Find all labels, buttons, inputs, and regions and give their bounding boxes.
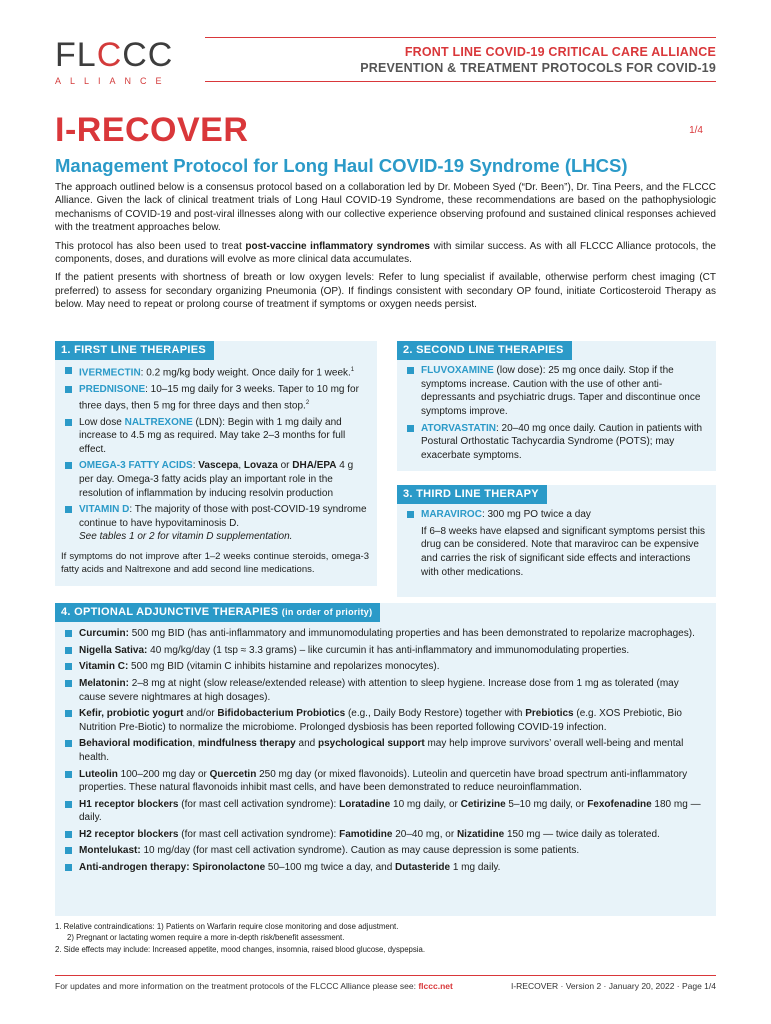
- logo-fl: FL: [55, 36, 97, 74]
- footnote-1: 1. Relative contraindications: 1) Patients on Warfarin require close monitoring and dose adjustment. 2) Pregnant or lactating women require a more in-depth risk/benefit assessment.: [55, 922, 399, 942]
- header-line-1: FRONT LINE COVID-19 CRITICAL CARE ALLIANCE: [404, 45, 716, 59]
- header-rule-bottom: [205, 81, 716, 82]
- second-line-heading: 2. SECOND LINE THERAPIES: [397, 341, 572, 360]
- list-item: IVERMECTIN: 0.2 mg/kg body weight. Once daily for 1 week.$^1$: [65, 364, 369, 380]
- logo-subtitle: ALLIANCE: [55, 76, 171, 86]
- list-item: PREDNISONE: 10–15 mg daily for 3 weeks. Taper to 10 mg for three days, then 5 mg for three days and then stop.$^2$: [65, 383, 369, 413]
- second-line-therapies-box: [397, 341, 716, 471]
- header-line-2: PREVENTION & TREATMENT PROTOCOLS FOR COVID-19: [360, 61, 716, 75]
- list-item: ATORVASTATIN: 20–40 mg once daily. Caution in patients with Postural Orthostatic Tachycardia Syndrome (POTS); may exacerbate symptoms.: [407, 422, 706, 463]
- intro-paragraph-2: This protocol has also been used to treat post-vaccine inflammatory syndromes with similar success. As with all FLCCC Alliance protocols, the components, doses, and durations will evolve as more clinical data accumulates.: [55, 240, 716, 266]
- list-item: H2 receptor blockers (for mast cell activation syndrome): Famotidine 20–40 mg, or Nizatidine 150 mg — twice daily as tolerated.: [65, 828, 704, 842]
- list-item: VITAMIN D: The majority of those with post-COVID-19 syndrome continue to have hypovitaminosis D. See tables 1 or 2 for vitamin D supplementation.: [65, 503, 369, 544]
- page-subtitle: Management Protocol for Long Haul COVID-19 Syndrome (LHCS): [55, 155, 628, 176]
- footer-link[interactable]: flccc.net: [418, 981, 453, 991]
- list-item: Low dose NALTREXONE (LDN): Begin with 1 mg daily and increase to 4.5 mg as required. May take 2–3 months for full effect.: [65, 416, 369, 457]
- list-item: Vitamin C: 500 mg BID (vitamin C inhibits histamine and repolarizes monocytes).: [65, 660, 704, 674]
- list-item: OMEGA-3 FATTY ACIDS: Vascepa, Lovaza or DHA/EPA 4 g per day. Omega-3 fatty acids play an important role in the resolution of inflammation by inducing resolvin production: [65, 459, 369, 500]
- list-item: MARAVIROC: 300 mg PO twice a day: [407, 508, 706, 522]
- adjunctive-heading: 4. OPTIONAL ADJUNCTIVE THERAPIES (in order of priority): [55, 603, 380, 622]
- list-item: H1 receptor blockers (for mast cell activation syndrome): Loratadine 10 mg daily, or Cetirizine 5–10 mg daily, or Fexofenadine 180 mg — daily.: [65, 798, 704, 825]
- footnote-2: 2. Side effects may include: Increased appetite, mood changes, insomnia, raised blood glucose, dyspepsia.: [55, 945, 425, 954]
- third-line-note: If 6–8 weeks have elapsed and significant symptoms persist this drug can be considered. Note that maraviroc can be expensive and carries the risk of significant side effects and interactions with other medications.: [421, 525, 706, 578]
- logo-cc: CC: [122, 36, 174, 74]
- list-item: Kefir, probiotic yogurt and/or Bifidobacterium Probiotics (e.g., Daily Body Restore) together with Prebiotics (e.g. XOS Prebiotic, Bio Nutrition Pre-Biotic) to normalize the microbiome. Prolonged dysbiosis has been reported following COVID-19 infection.: [65, 707, 704, 734]
- header-title: [360, 44, 716, 76]
- intro-paragraph-3: If the patient presents with shortness of breath or low oxygen levels: Refer to lung specialist if available, otherwise perform chest imaging (CT preferred) to assess for secondary organizing Pneumonia (OP). If findings consistent with secondary OP found, initiate Corticosteroid Therapy as below. May need to repeat or prolong course of treatment if symptoms or oxygen needs persist.: [55, 272, 716, 311]
- list-item: Anti-androgen therapy: Spironolactone 50–100 mg twice a day, and Dutasteride 1 mg daily.: [65, 861, 704, 875]
- page-title: I-RECOVER: [55, 111, 249, 149]
- list-item: Melatonin: 2–8 mg at night (slow release/extended release) with attention to sleep hygiene. Increase dose from 1 mg as tolerated (may cause severe nightmares at high dosages).: [65, 677, 704, 704]
- list-item: Behavioral modification, mindfulness therapy and psychological support may help improve survivors’ overall well-being and mental health.: [65, 737, 704, 764]
- intro-section: [55, 181, 716, 317]
- list-item: Curcumin: 500 mg BID (has anti-inflammatory and immunomodulating properties and has been demonstrated to repolarize macrophages).: [65, 627, 704, 641]
- list-item: Nigella Sativa: 40 mg/kg/day (1 tsp ≈ 3.3 grams) – like curcumin it has anti-inflammatory and immunomodulating properties.: [65, 644, 704, 658]
- first-line-note: If symptoms do not improve after 1–2 weeks continue steroids, omega-3 fatty acids and Naltrexone and add second line medications.: [61, 550, 369, 575]
- list-item: Luteolin 100–200 mg day or Quercetin 250 mg day (or mixed flavonoids). Luteolin and quercetin have broad spectrum anti-inflammatory properties. These natural flavonoids inhibit mast cells, and have been demonstrated to reduce neuroinflammation.: [65, 768, 704, 795]
- list-item: Montelukast: 10 mg/day (for mast cell activation syndrome). Caution as may cause depression is some patients.: [65, 844, 704, 858]
- third-line-therapy-box: [397, 485, 716, 597]
- first-line-heading: 1. FIRST LINE THERAPIES: [55, 341, 214, 360]
- adjunctive-therapies-box: [55, 603, 716, 916]
- first-line-therapies-box: [55, 341, 377, 586]
- footnotes: [55, 922, 716, 958]
- footer-text: For updates and more information on the treatment protocols of the FLCCC Alliance please see:: [55, 981, 419, 991]
- intro-paragraph-1: The approach outlined below is a consensus protocol based on a collaboration led by Dr. Mobeen Syed (“Dr. Been”), Dr. Tina Peers, and the FLCCC Alliance. Given the lack of clinical treatment trials of Long Haul COVID-19 Syndrome, these recommendations are based on the pathophysiologic mechanisms of COVID-19 and post-viral illnesses along with our collective experience observing profound and sustained clinical responses achieved with the treatment approaches below.: [55, 182, 716, 234]
- footer-rule: [55, 975, 716, 976]
- third-line-heading: 3. THIRD LINE THERAPY: [397, 485, 547, 504]
- page-number: 1/4: [689, 125, 703, 136]
- logo-c: C: [96, 36, 123, 74]
- flccc-logo: [55, 38, 200, 87]
- header-rule-top: [205, 37, 716, 38]
- list-item: FLUVOXAMINE (low dose): 25 mg once daily. Stop if the symptoms increase. Caution with the use of other anti-depressants and psychiatric drugs. Taper and discontinue once symptoms improve.: [407, 364, 706, 418]
- footer-version: I-RECOVER · Version 2 · January 20, 2022 · Page 1/4: [510, 981, 716, 991]
